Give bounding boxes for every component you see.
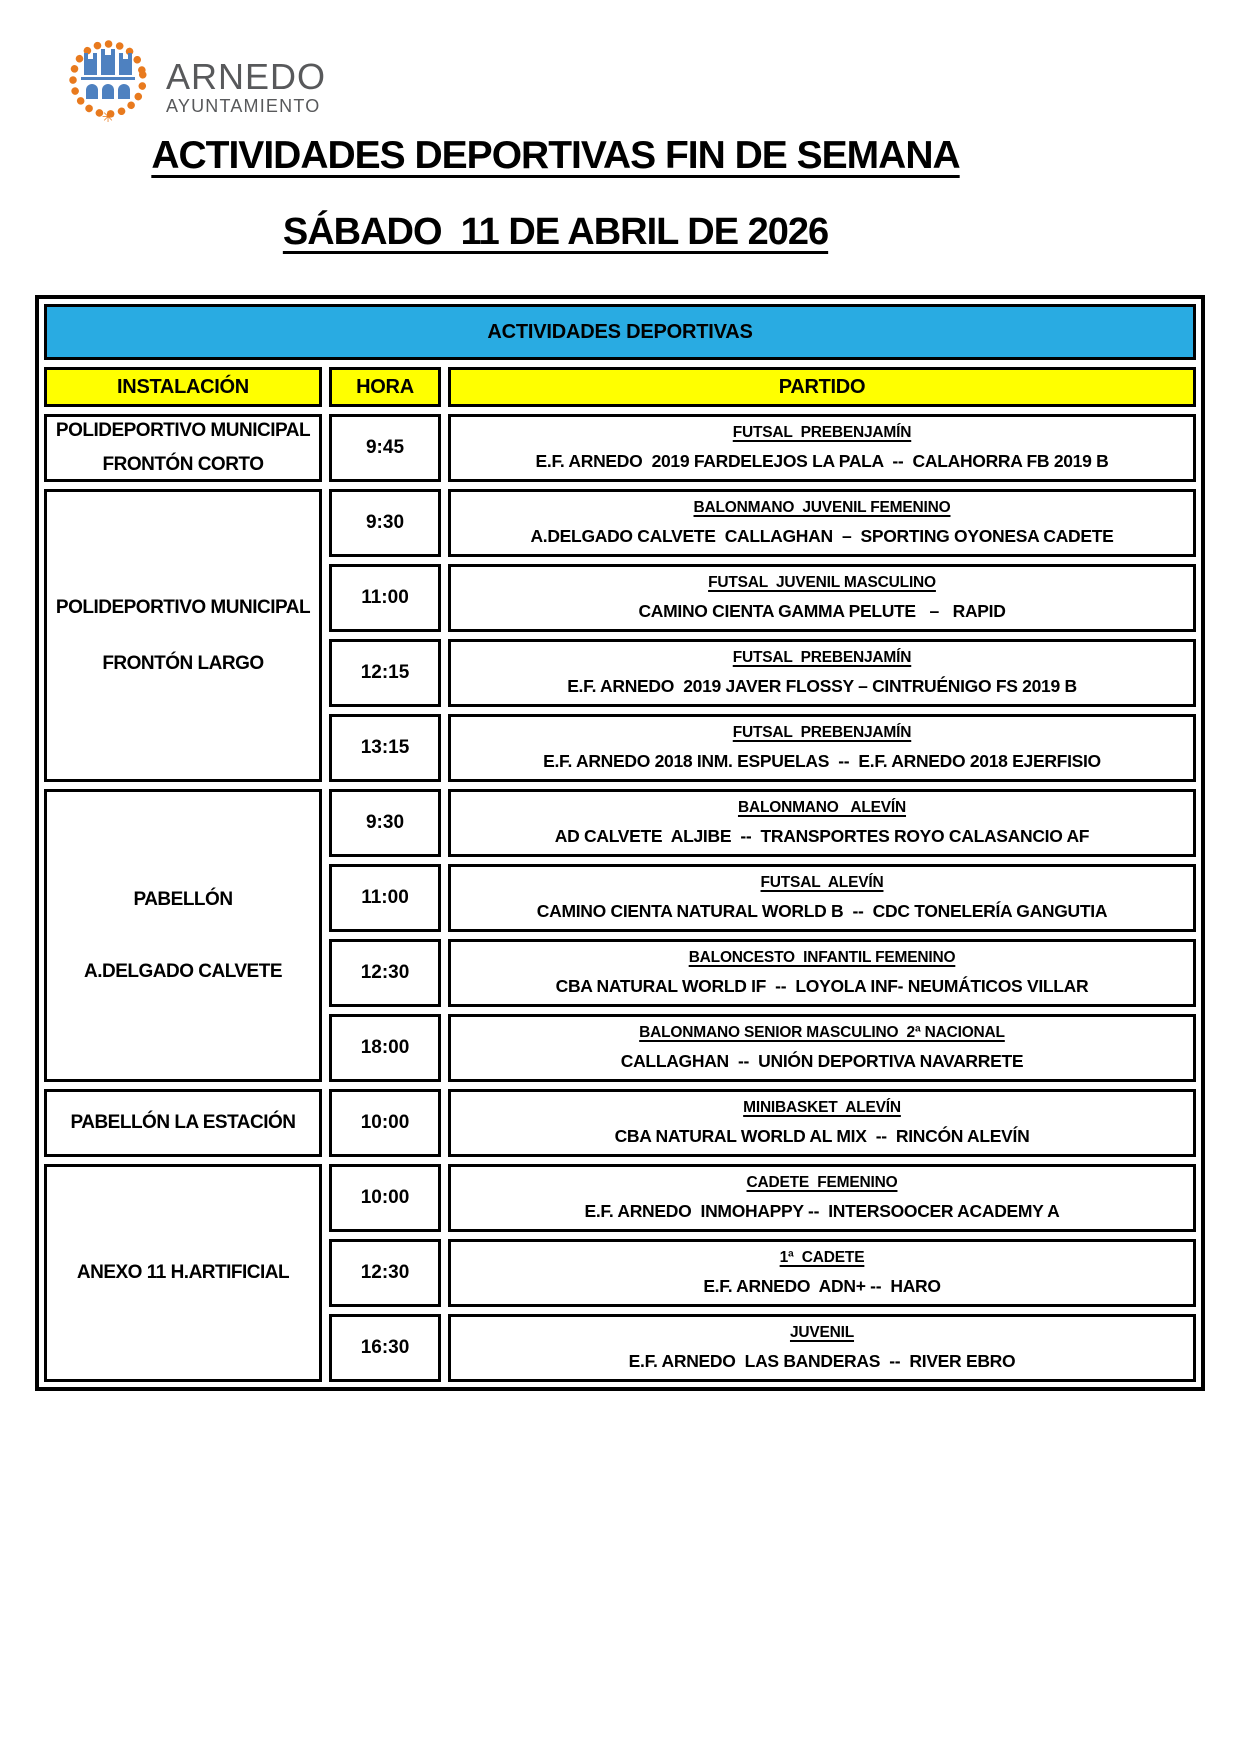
match-category: BALONMANO ALEVÍN: [737, 799, 907, 816]
match-category: BALONCESTO INFANTIL FEMENINO: [688, 949, 956, 966]
hora-cell: 9:30: [329, 789, 441, 857]
match-category: FUTSAL PREBENJAMÍN: [732, 724, 912, 741]
match-category: JUVENIL: [789, 1324, 855, 1341]
match-teams: E.F. ARNEDO INMOHAPPY -- INTERSOOCER ACADEMY A: [584, 1201, 1060, 1221]
schedule-table: [35, 295, 1205, 1391]
instalacion-line: FRONTÓN LARGO: [102, 652, 264, 674]
instalacion-line: POLIDEPORTIVO MUNICIPAL: [55, 596, 311, 618]
titles-block: [0, 134, 1111, 254]
partido-cell: [448, 1239, 1196, 1307]
column-header-hora: HORA: [329, 367, 441, 407]
partido-cell: [448, 1164, 1196, 1232]
instalacion-cell: [44, 489, 322, 782]
match-category: FUTSAL PREBENJAMÍN: [732, 649, 912, 666]
hora-cell: 13:15: [329, 714, 441, 782]
match-teams: E.F. ARNEDO 2019 JAVER FLOSSY – CINTRUÉNIGO FS 2019 B: [567, 676, 1077, 696]
partido-cell: [448, 789, 1196, 857]
table-banner: ACTIVIDADES DEPORTIVAS: [44, 304, 1196, 360]
partido-cell: [448, 414, 1196, 482]
hora-cell: 10:00: [329, 1164, 441, 1232]
match-category: FUTSAL JUVENIL MASCULINO: [708, 574, 936, 591]
partido-cell: [448, 564, 1196, 632]
match-teams: A.DELGADO CALVETE CALLAGHAN – SPORTING OYONESA CADETE: [530, 526, 1114, 546]
instalacion-cell: [44, 1164, 322, 1382]
instalacion-cell: [44, 789, 322, 1082]
match-teams: CBA NATURAL WORLD IF -- LOYOLA INF- NEUMÁTICOS VILLAR: [555, 976, 1089, 996]
hora-cell: 12:30: [329, 1239, 441, 1307]
match-teams: CAMINO CIENTA NATURAL WORLD B -- CDC TONELERÍA GANGUTIA: [536, 901, 1108, 921]
instalacion-line: ANEXO 11 H.ARTIFICIAL: [76, 1262, 290, 1284]
logo-text: [166, 44, 326, 117]
match-teams: CALLAGHAN -- UNIÓN DEPORTIVA NAVARRETE: [620, 1051, 1024, 1071]
partido-cell: [448, 489, 1196, 557]
match-teams: AD CALVETE ALJIBE -- TRANSPORTES ROYO CALASANCIO AF: [554, 826, 1090, 846]
instalacion-line: PABELLÓN: [133, 888, 233, 910]
match-category: FUTSAL PREBENJAMÍN: [732, 424, 912, 441]
hora-cell: 9:30: [329, 489, 441, 557]
arnedo-logo: [66, 36, 326, 124]
match-category: CADETE FEMENINO: [746, 1174, 898, 1191]
hora-cell: 11:00: [329, 564, 441, 632]
partido-cell: [448, 1089, 1196, 1157]
partido-cell: [448, 864, 1196, 932]
match-teams: E.F. ARNEDO ADN+ -- HARO: [703, 1276, 941, 1296]
instalacion-line: A.DELGADO CALVETE: [83, 960, 283, 982]
partido-cell: [448, 1014, 1196, 1082]
instalacion-line: PABELLÓN LA ESTACIÓN: [70, 1112, 296, 1134]
match-category: BALONMANO SENIOR MASCULINO 2ª NACIONAL: [639, 1024, 1005, 1041]
match-category: FUTSAL ALEVÍN: [760, 874, 884, 891]
hora-cell: 18:00: [329, 1014, 441, 1082]
hora-cell: 12:15: [329, 639, 441, 707]
match-category: MINIBASKET ALEVÍN: [743, 1099, 901, 1116]
match-teams: CBA NATURAL WORLD AL MIX -- RINCÓN ALEVÍN: [614, 1126, 1030, 1146]
hora-cell: 9:45: [329, 414, 441, 482]
arnedo-crest-icon: [66, 36, 150, 124]
column-header-partido: PARTIDO: [448, 367, 1196, 407]
match-teams: E.F. ARNEDO 2019 FARDELEJOS LA PALA -- CALAHORRA FB 2019 B: [535, 451, 1109, 471]
match-category: BALONMANO JUVENIL FEMENINO: [693, 499, 951, 516]
partido-cell: [448, 939, 1196, 1007]
logo-name: ARNEDO: [166, 55, 327, 97]
page-date-title: SÁBADO 11 DE ABRIL DE 2026: [282, 211, 829, 253]
instalacion-cell: [44, 1089, 322, 1157]
column-header-instalacion: INSTALACIÓN: [44, 367, 322, 407]
partido-cell: [448, 1314, 1196, 1382]
match-category: 1ª CADETE: [779, 1249, 865, 1266]
instalacion-line: FRONTÓN CORTO: [102, 454, 264, 475]
partido-cell: [448, 714, 1196, 782]
schedule-grid: [44, 304, 1196, 1382]
match-teams: E.F. ARNEDO LAS BANDERAS -- RIVER EBRO: [628, 1351, 1016, 1371]
match-teams: CAMINO CIENTA GAMMA PELUTE – RAPID: [638, 601, 1006, 621]
instalacion-line: POLIDEPORTIVO MUNICIPAL: [55, 420, 311, 442]
match-teams: E.F. ARNEDO 2018 INM. ESPUELAS -- E.F. ARNEDO 2018 EJERFISIO: [543, 751, 1101, 771]
logo-subtitle: AYUNTAMIENTO: [166, 96, 321, 117]
hora-cell: 12:30: [329, 939, 441, 1007]
instalacion-cell: [44, 414, 322, 482]
hora-cell: 11:00: [329, 864, 441, 932]
page-title: ACTIVIDADES DEPORTIVAS FIN DE SEMANA: [151, 134, 960, 177]
hora-cell: 16:30: [329, 1314, 441, 1382]
hora-cell: 10:00: [329, 1089, 441, 1157]
svg-text:✳: ✳: [101, 109, 115, 124]
partido-cell: [448, 639, 1196, 707]
